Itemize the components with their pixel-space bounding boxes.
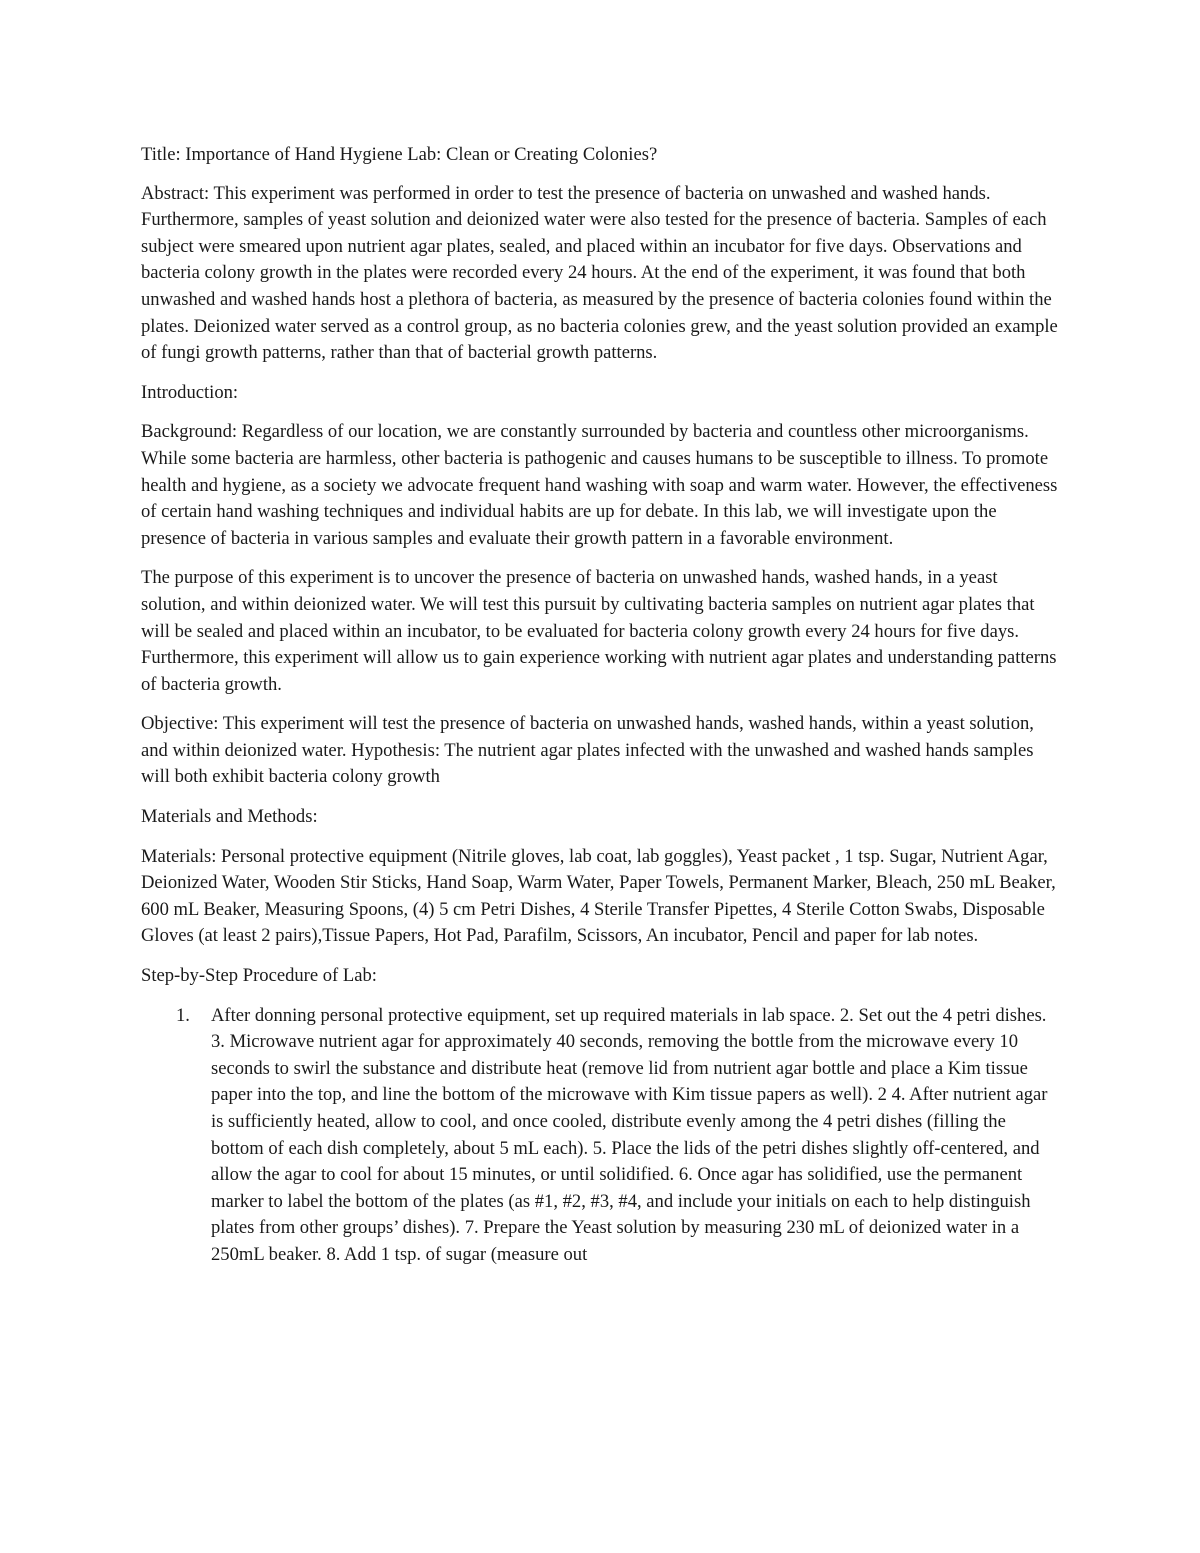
- procedure-step: [176, 1003, 1060, 1269]
- document-title: Title: Importance of Hand Hygiene Lab: Clean or Creating Colonies?: [141, 144, 658, 165]
- step-text: After donning personal protective equipment, set up required materials in lab space. 2. Set out the 4 petri dishes. 3. Microwave nutrient agar for approximately 40 seconds, removing the bottle from the microwave every 10 seconds to swirl the substance and distribute heat (remove lid from nutrient agar bottle and place a Kim tissue paper into the top, and line the bottom of the microwave with Kim tissue papers as well). 2 4. After nutrient agar is sufficiently heated, allow to cool, and once cooled, distribute evenly among the 4 petri dishes (filling the bottom of each dish completely, about 5 mL each). 5. Place the lids of the petri dishes slightly off-centered, and allow the agar to cool for about 15 minutes, or until solidified. 6. Once agar has solidified, use the permanent marker to label the bottom of the plates (as #1, #2, #3, #4, and include your initials on each to help distinguish plates from other groups’ dishes). 7. Prepare the Yeast solution by measuring 230 mL of deionized water in a 250mL beaker. 8. Add 1 tsp. of sugar (measure out: [211, 1004, 1048, 1265]
- objective-paragraph: Objective: This experiment will test the presence of bacteria on unwashed hands, washed hands, within a yeast solution, and within deionized water. Hypothesis: The nutrient agar plates infected with the unwashed and washed hands samples will both exhibit bacteria colony growth: [141, 713, 1034, 788]
- procedure-heading: Step-by-Step Procedure of Lab:: [141, 965, 377, 987]
- procedure-steps-list: [141, 1003, 1060, 1269]
- step-number: 1.: [176, 1004, 190, 1026]
- introduction-heading: Introduction:: [141, 381, 239, 403]
- materials-paragraph: Materials: Personal protective equipment (Nitrile gloves, lab coat, lab goggles), Yeast packet , 1 tsp. Sugar, Nutrient Agar, Deionized Water, Wooden Stir Sticks, Hand Soap, Warm Water, Paper Towels, Permanent Marker, Bleach, 250 mL Beaker, 600 mL Beaker, Measuring Spoons, (4) 5 cm Petri Dishes, 4 Sterile Transfer Pipettes, 4 Sterile Cotton Swabs, Disposable Gloves (at least 2 pairs),Tissue Papers, Hot Pad, Parafilm, Scissors, An incubator, Pencil and paper for lab notes.: [141, 845, 1056, 947]
- purpose-paragraph: The purpose of this experiment is to uncover the presence of bacteria on unwashed hands, washed hands, in a yeast solution, and within deionized water. We will test this pursuit by cultivating bacteria samples on nutrient agar plates that will be sealed and placed within an incubator, to be evaluated for bacteria colony growth every 24 hours for five days. Furthermore, this experiment will allow us to gain experience working with nutrient agar plates and understanding patterns of bacteria growth.: [141, 567, 1057, 695]
- background-paragraph: Background: Regardless of our location, we are constantly surrounded by bacteria and countless other microorganisms. While some bacteria are harmless, other bacteria is pathogenic and causes humans to be susceptible to illness. To promote health and hygiene, as a society we advocate frequent hand washing with soap and warm water. However, the effectiveness of certain hand washing techniques and individual habits are up for debate. In this lab, we will investigate upon the presence of bacteria in various samples and evaluate their growth pattern in a favorable environment.: [141, 421, 1058, 549]
- abstract-paragraph: Abstract: This experiment was performed in order to test the presence of bacteria on unwashed and washed hands. Furthermore, samples of yeast solution and deionized water were also tested for the presence of bacteria. Samples of each subject were smeared upon nutrient agar plates, sealed, and placed within an incubator for five days. Observations and bacteria colony growth in the plates were recorded every 24 hours. At the end of the experiment, it was found that both unwashed and washed hands host a plethora of bacteria, as measured by the presence of bacteria colonies found within the plates. Deionized water served as a control group, as no bacteria colonies grew, and the yeast solution provided an example of fungi growth patterns, rather than that of bacterial growth patterns.: [141, 182, 1058, 364]
- materials-methods-heading: Materials and Methods:: [141, 806, 318, 828]
